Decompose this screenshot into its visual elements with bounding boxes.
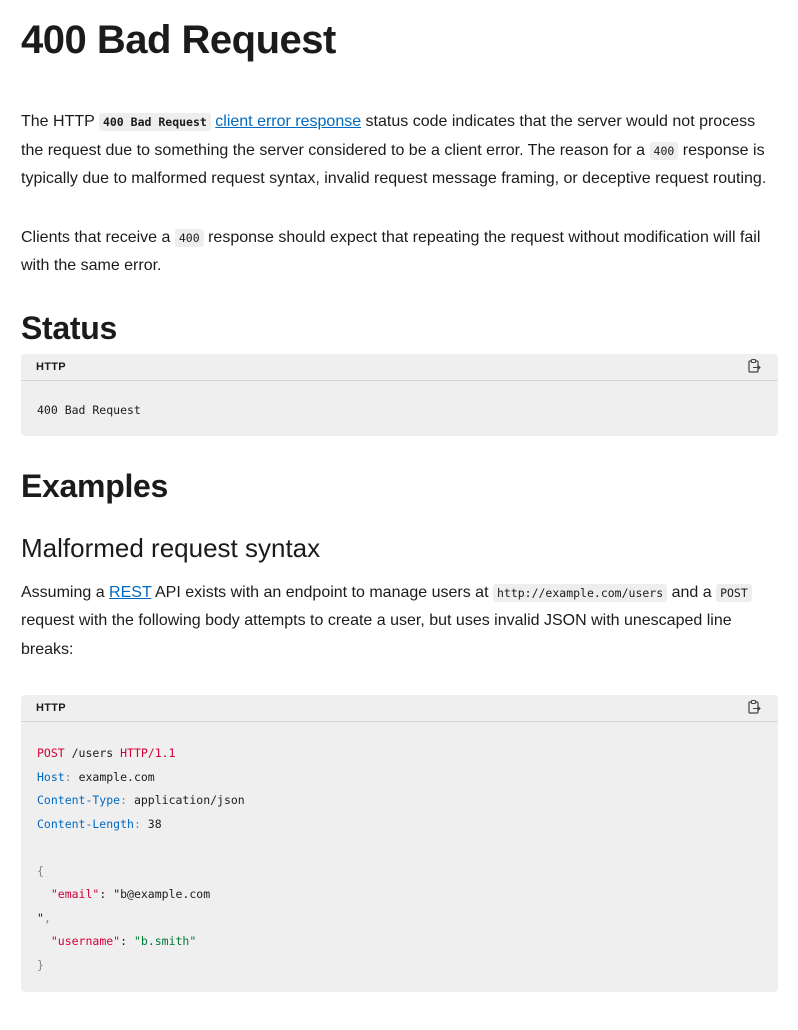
inline-code-400: 400 [650,142,679,160]
rest-link[interactable]: REST [109,583,152,601]
intro-paragraph [21,108,778,194]
malformed-text-4: request with the following body attempts to create a user, but uses invalid JSON with unescaped line breaks: [21,612,732,658]
inline-code-url: http://example.com/users [493,584,667,602]
code-block-header [21,695,778,722]
header-value: 38 [147,816,162,831]
header-name: Content-Type [37,793,121,807]
code-line-content-type [37,789,762,813]
header-separator: : [133,816,148,831]
header-name: Host [37,769,65,784]
code-blank-line [37,836,762,860]
malformed-paragraph [21,579,778,665]
clients-paragraph [21,224,778,281]
inline-code-status: 400 Bad Request [99,113,211,131]
status-heading: Status [21,309,117,346]
code-line-continuation [37,907,762,931]
clipboard-icon[interactable] [746,699,762,715]
malformed-request-code-block [21,695,778,992]
inline-code-post: POST [716,584,752,602]
intro-text-1: The HTTP [21,113,99,130]
header-name: Content-Length [37,816,134,831]
json-value: "b@example.com [113,887,211,901]
header-value: application/json [133,793,245,807]
code-line-email [37,883,762,907]
malformed-text-2: API exists with an endpoint to manage users at [151,583,493,601]
page-title: 400 Bad Request [21,18,336,62]
code-language-label: HTTP [36,360,66,373]
client-error-response-link[interactable]: client error response [215,113,362,130]
code-block-body [21,381,778,436]
json-brace: { [37,863,44,878]
code-block-body [21,722,778,992]
json-separator: : [120,934,134,948]
inline-code-400-clients: 400 [175,229,204,247]
code-block-header [21,354,778,381]
code-line-content-length [37,813,762,837]
code-line-open-brace [37,860,762,884]
header-separator: : [120,793,134,807]
intro-text-3: response is typically due to malformed request syntax, invalid request message framing, or deceptive request routing. [21,141,767,187]
header-value: example.com [78,769,155,784]
examples-heading: Examples [21,467,169,504]
json-key: "email" [50,887,100,901]
malformed-request-heading: Malformed request syntax [21,532,321,563]
code-line-username [37,930,762,954]
json-quote: " [37,910,44,925]
malformed-text-3: and a [667,583,717,601]
json-brace: } [37,957,44,972]
intro-text-2: status code indicates that the server would not process the request due to something the server considered to be a client error. The reason for a [21,113,756,159]
code-line-request [37,742,762,766]
code-line: 400 Bad Request [37,402,141,417]
code-language-label: HTTP [36,702,66,714]
json-comma: , [43,910,51,925]
code-line-close-brace [37,954,762,978]
header-separator: : [64,769,79,784]
clients-text-2: response should expect that repeating the request without modification will fail with the same error. [21,228,761,274]
json-key: "username" [50,934,121,948]
json-separator: : [99,887,114,901]
http-version: HTTP/1.1 [120,746,176,760]
clipboard-icon[interactable] [746,358,762,374]
code-line-host [37,766,762,790]
malformed-text-1: Assuming a [21,583,110,601]
status-code-block [21,354,778,436]
json-value: "b.smith" [133,934,197,948]
clients-text-1: Clients that receive a [21,228,175,246]
request-path: /users [64,746,121,760]
http-method: POST [37,746,65,760]
